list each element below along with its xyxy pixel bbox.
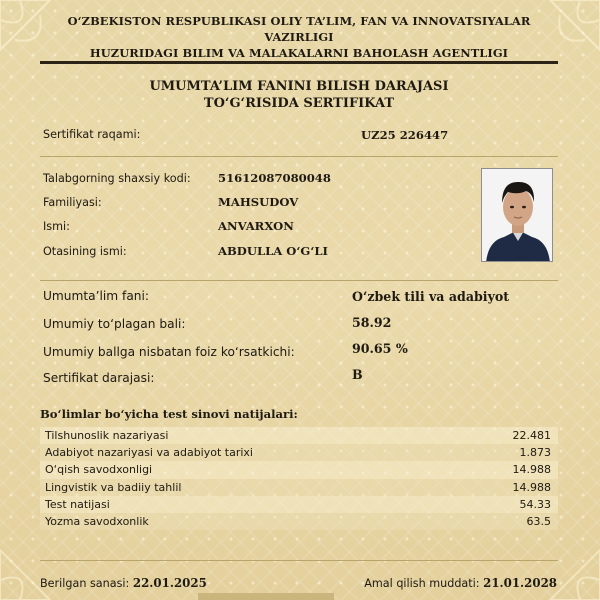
result-row [40, 461, 558, 478]
result-section-score: 14.988 [512, 480, 551, 494]
result-section-name: O‘qish savodxonligi [45, 463, 153, 477]
result-section-name: Adabiyot nazariyasi va adabiyot tarixi [45, 446, 253, 460]
result-section-name: Yozma savodxonlik [45, 515, 149, 529]
divider [40, 560, 558, 561]
issued-date [40, 576, 207, 590]
result-section-score: 22.481 [512, 429, 551, 443]
name-label: Ismi: [43, 220, 70, 233]
issued-label: Berilgan sanasi: [40, 577, 130, 590]
level-label: Sertifikat darajasi: [43, 371, 155, 385]
pin-label: Talabgorning shaxsiy kodi: [43, 172, 191, 185]
pin-value: 51612087080048 [218, 171, 331, 185]
certificate-title [40, 78, 558, 112]
result-row [40, 444, 558, 461]
result-section-score: 63.5 [526, 515, 551, 529]
result-row [40, 496, 558, 513]
result-section-name: Lingvistik va badiiy tahlil [45, 480, 182, 494]
patronymic-value: ABDULLA O‘G‘LI [218, 244, 328, 258]
level-value: B [352, 367, 363, 382]
surname-label: Familiyasi: [43, 196, 102, 209]
percent-value: 90.65 % [352, 341, 408, 356]
issued-value: 22.01.2025 [132, 576, 207, 590]
subject-label: Umumta’lim fani: [43, 289, 150, 303]
portrait-image [482, 169, 553, 262]
result-section-score: 14.988 [512, 463, 551, 477]
divider [40, 156, 558, 157]
header-divider [40, 61, 558, 64]
valid-until [364, 576, 557, 590]
result-section-score: 54.33 [519, 497, 551, 511]
agency-header [40, 13, 558, 61]
score-label: Umumiy to‘plagan bali: [43, 317, 186, 331]
result-section-score: 1.873 [519, 446, 551, 460]
score-value: 58.92 [352, 315, 392, 330]
holder-photo [481, 168, 553, 262]
certificate-number-label: Sertifikat raqami: [43, 128, 141, 141]
result-row [40, 513, 558, 530]
certificate-number-value: UZ25 226447 [361, 128, 449, 142]
result-section-name: Test natijasi [45, 497, 110, 511]
percent-label: Umumiy ballga nisbatan foiz ko‘rsatkichi: [43, 345, 295, 359]
result-row [40, 427, 558, 444]
title-line-2: TO‘G‘RISIDA SERTIFIKAT [203, 96, 395, 111]
surname-value: MAHSUDOV [218, 195, 299, 209]
subject-value: O‘zbek tili va adabiyot [352, 289, 510, 304]
name-value: ANVARXON [218, 219, 294, 233]
result-section-name: Tilshunoslik nazariyasi [45, 429, 169, 443]
results-heading: Bo‘limlar bo‘yicha test sinovi natijalari: [40, 407, 298, 421]
result-row [40, 479, 558, 496]
results-table [40, 427, 558, 530]
valid-label: Amal qilish muddati: [364, 577, 480, 590]
agency-line-2: HUZURIDAGI BILIM VA MALAKALARNI BAHOLASH AGENTLIGI [89, 46, 509, 60]
patronymic-label: Otasining ismi: [43, 245, 127, 258]
divider [40, 280, 558, 281]
title-line-1: UMUMTA’LIM FANINI BILISH DARAJASI [149, 79, 449, 94]
agency-line-1: O‘ZBEKISTON RESPUBLIKASI OLIY TA’LIM, FAN VA INNOVATSIYALAR VAZIRLIGI [67, 14, 531, 44]
valid-value: 21.01.2028 [483, 576, 557, 590]
bottom-band [198, 593, 334, 600]
